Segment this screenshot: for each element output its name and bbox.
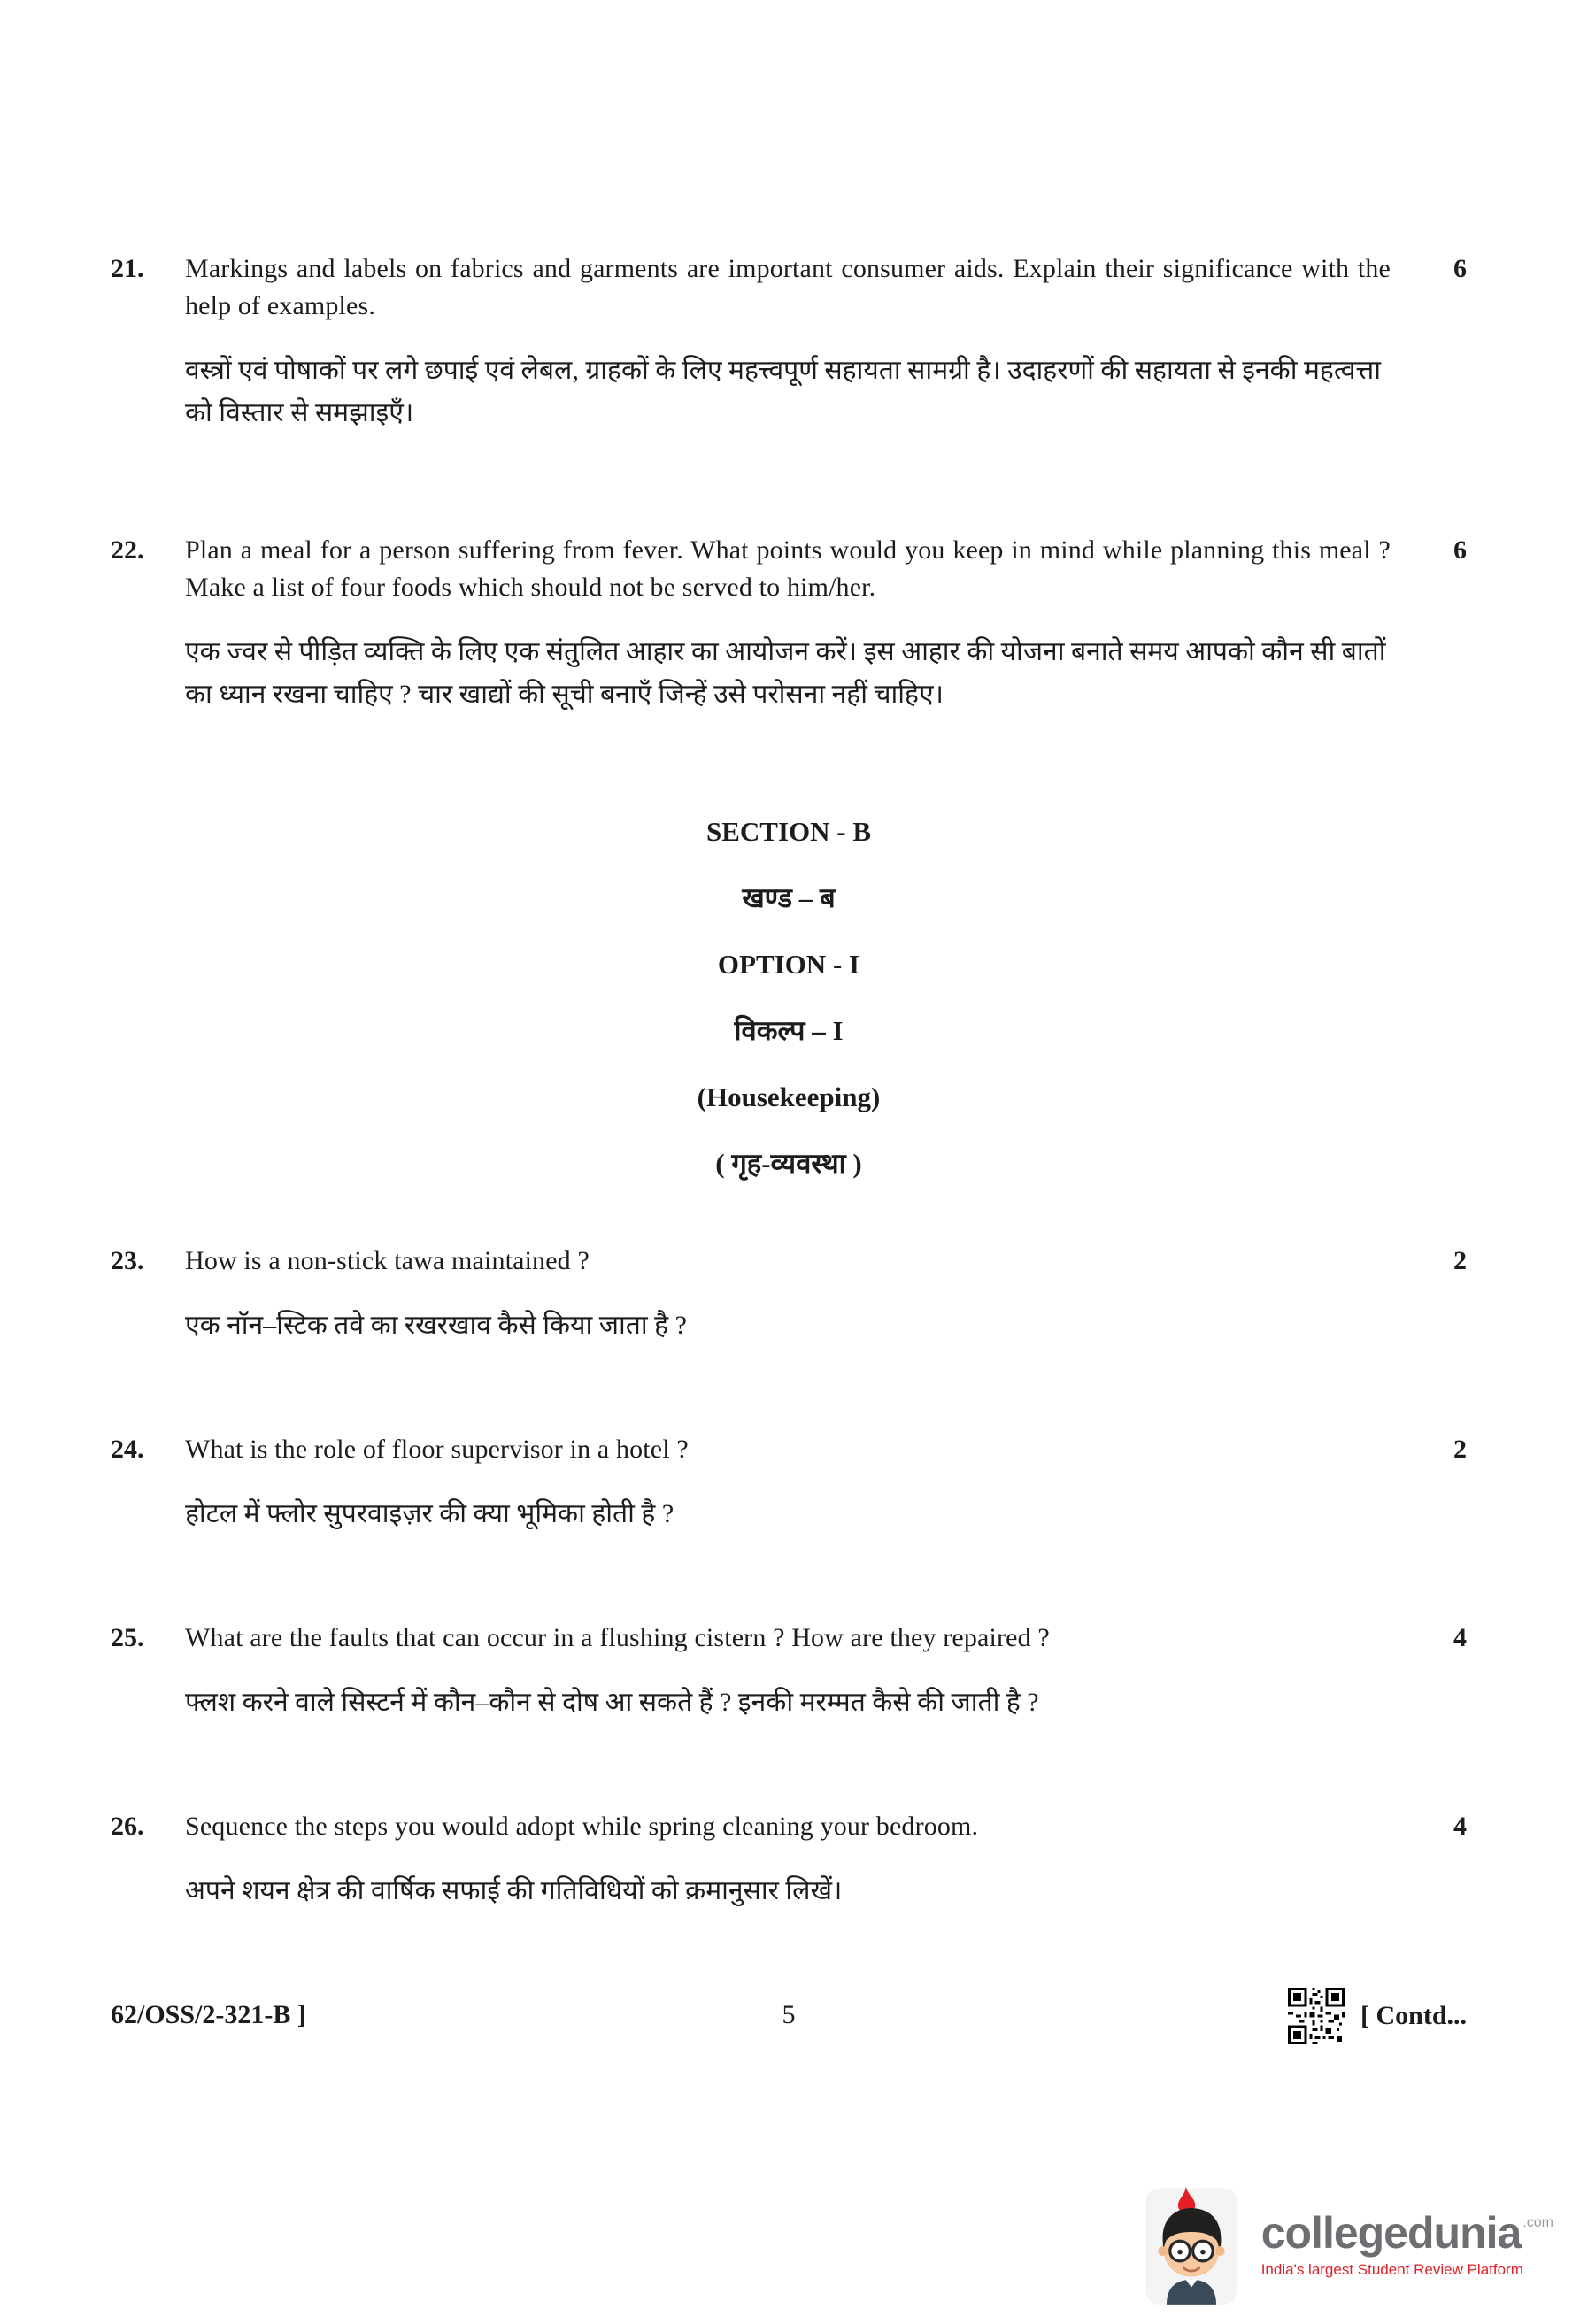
question-marks: 2 [1453,1435,1467,1464]
question-22 [111,532,1467,716]
question-marks: 4 [1453,1623,1467,1652]
question-marks: 4 [1453,1812,1467,1841]
question-body [185,1620,1391,1724]
question-21 [111,250,1467,435]
question-text-hindi: एक ज्वर से पीड़ित व्यक्ति के लिए एक संतुलित आहार का आयोजन करें। इस आहार की योजना बनाते समय आपको कौन सी बातों का ध्यान रखना चाहिए ? चार खाद्यों की सूची बनाएँ जिन्हें उसे परोसना नहीं चाहिए। [185,637,1386,709]
brand-tagline: India's largest Student Review Platform [1260,2261,1523,2278]
section-title-hindi: खण्ड – ब [742,882,836,913]
collegedunia-logo [1127,2174,1566,2315]
question-body [185,1431,1391,1535]
option-subject-english: (Housekeeping) [697,1081,881,1112]
brand-text-block [1261,2210,1553,2279]
question-text-hindi: वस्त्रों एवं पोषाकों पर लगे छपाई एवं लेबल, ग्राहकों के लिए महत्त्वपूर्ण सहायता सामग्री है। उदाहरणों की सहायता से इनकी महत्वत्ता को विस्तार से समझाइएँ। [185,356,1381,427]
question-number: 26. [111,1812,144,1841]
question-marks: 6 [1453,535,1467,565]
question-text-english: Markings and labels on fabrics and garments are important consumer aids. Explain their significance with the help of examples. [185,254,1391,320]
question-text-english: Plan a meal for a person suffering from fever. What points would you keep in mind while planning this meal ? Make a list of four foods which should not be served to him/her. [185,535,1391,602]
question-body [185,532,1391,716]
mascot-icon [1139,2182,1244,2306]
question-number: 22. [111,535,144,565]
question-marks: 2 [1453,1246,1467,1275]
option-subject-hindi: ( गृह-व्यवस्था ) [715,1148,862,1179]
brand-tld: .com [1522,2215,1553,2230]
page-footer [111,1988,1467,2050]
footer-right-group [1288,1988,1467,2044]
question-text-english: Sequence the steps you would adopt while spring cleaning your bedroom. [185,1812,979,1841]
question-body [185,1243,1391,1347]
option-title-english: OPTION - I [717,949,860,980]
question-text-english: What are the faults that can occur in a flushing cistern ? How are they repaired ? [185,1623,1050,1652]
question-number: 25. [111,1623,144,1652]
question-body [185,250,1391,435]
question-paper-content [111,250,1467,1912]
question-number: 23. [111,1246,144,1275]
question-body [185,1808,1391,1912]
question-24 [111,1431,1467,1535]
page-number: 5 [782,2000,796,2029]
brand-name-row [1261,2210,1553,2256]
question-text-hindi: फ्लश करने वाले सिस्टर्न में कौन–कौन से दोष आ सकते हैं ? इनकी मरम्मत कैसे की जाती है ? [185,1688,1039,1717]
section-title-english: SECTION - B [705,816,872,847]
qr-code-icon [1288,1988,1345,2044]
section-heading-block [111,813,1467,1182]
question-text-english: What is the role of floor supervisor in a hotel ? [185,1435,689,1464]
option-title-hindi: विकल्प – I [734,1015,844,1046]
question-text-english: How is a non-stick tawa maintained ? [185,1246,590,1275]
paper-code: 62/OSS/2-321-B ] [111,2000,306,2029]
question-text-hindi: होटल में फ्लोर सुपरवाइज़र की क्या भूमिका होती है ? [185,1499,674,1528]
question-marks: 6 [1453,254,1467,283]
brand-name: collegedunia [1260,2208,1522,2258]
question-text-hindi: एक नॉन–स्टिक तवे का रखरखाव कैसे किया जाता है ? [185,1311,687,1340]
question-25 [111,1620,1467,1724]
question-23 [111,1243,1467,1347]
question-number: 24. [111,1435,144,1464]
question-26 [111,1808,1467,1912]
question-text-hindi: अपने शयन क्षेत्र की वार्षिक सफाई की गतिविधियों को क्रमानुसार लिखें। [185,1876,843,1905]
question-number: 21. [111,254,144,283]
contd-label: [ Contd... [1360,2001,1467,2030]
